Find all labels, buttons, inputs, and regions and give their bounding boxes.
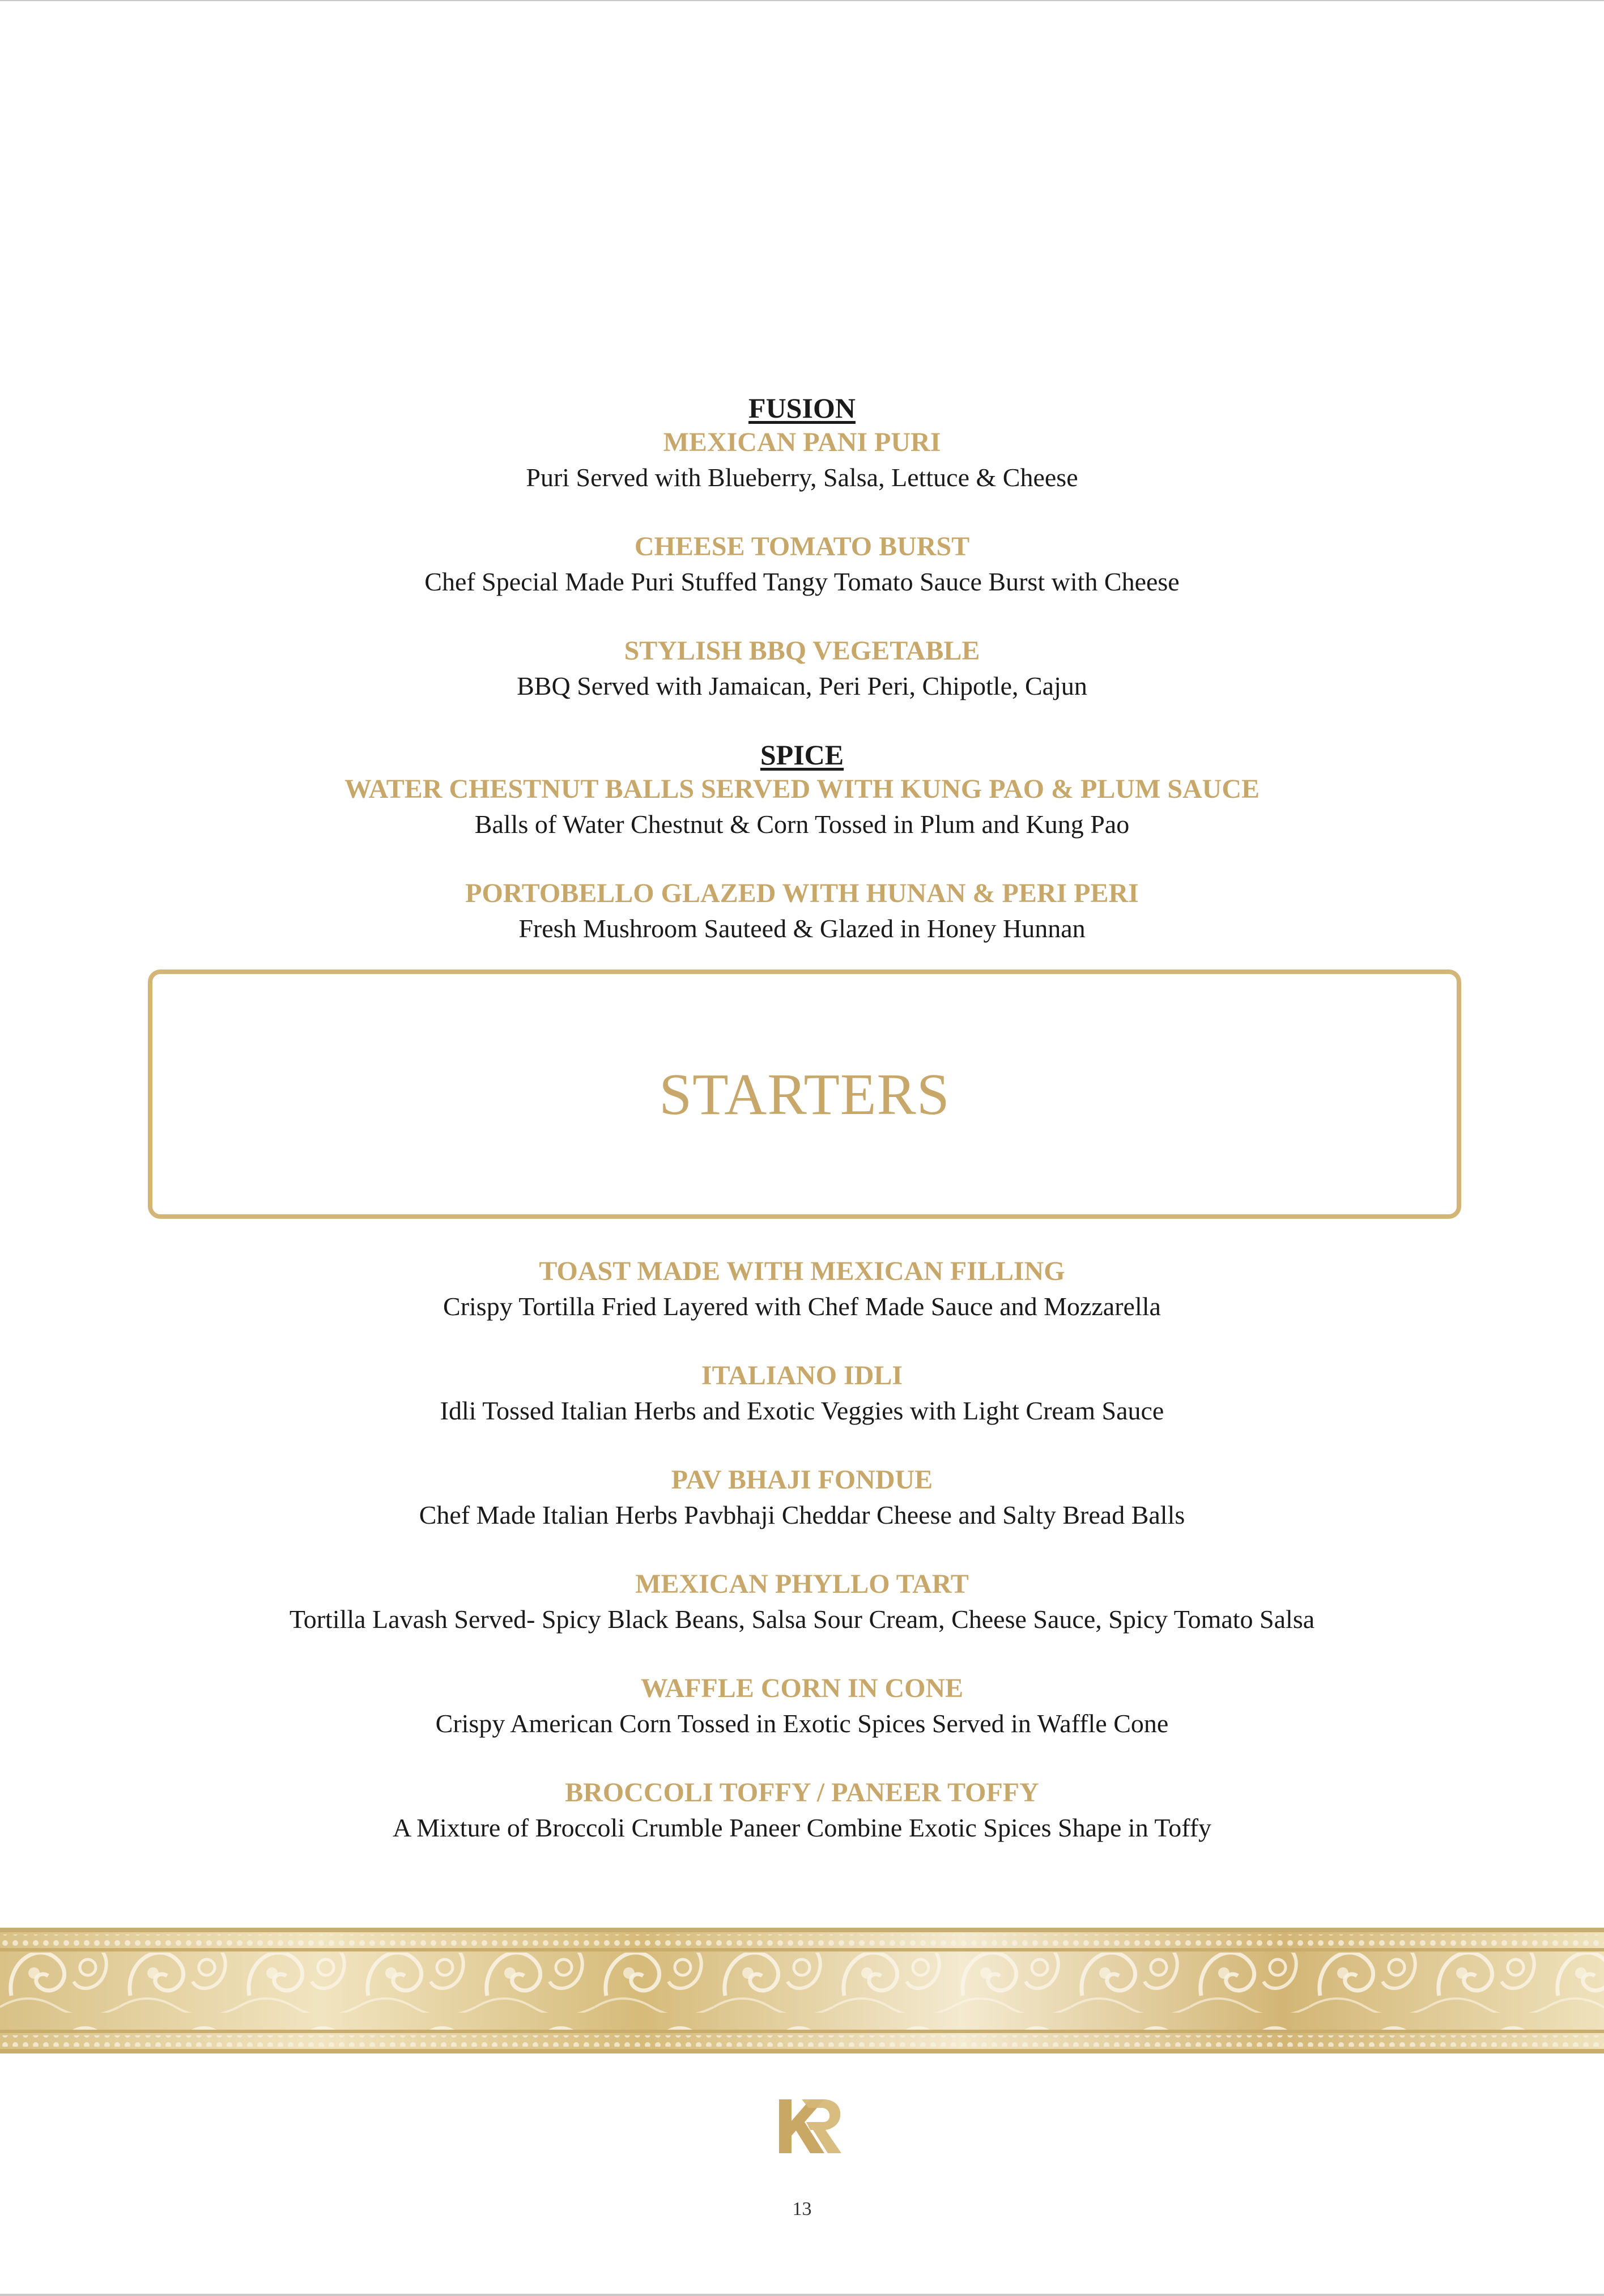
menu-item	[0, 425, 1604, 495]
starters-section	[0, 1254, 1604, 1880]
menu-item	[0, 1254, 1604, 1324]
menu-item	[0, 1358, 1604, 1428]
section-heading-spice: SPICE	[760, 739, 844, 771]
menu-item-title: WAFFLE CORN IN CONE	[640, 1673, 964, 1703]
fusion-section	[0, 391, 1604, 980]
menu-item-title: WATER CHESTNUT BALLS SERVED WITH KUNG PAO & PLUM SAUCE	[344, 774, 1260, 804]
starters-header-box	[148, 970, 1461, 1219]
menu-item-description: Crispy Tortilla Fried Layered with Chef Made Sauce and Mozzarella	[443, 1292, 1161, 1321]
menu-item-title: TOAST MADE WITH MEXICAN FILLING	[539, 1256, 1065, 1286]
menu-item	[0, 1775, 1604, 1846]
menu-item-title: CHEESE TOMATO BURST	[634, 532, 970, 562]
section-heading-fusion: FUSION	[748, 392, 856, 424]
decorative-border-band	[0, 1928, 1604, 2053]
menu-item-title: MEXICAN PHYLLO TART	[635, 1569, 969, 1599]
menu-item	[0, 1671, 1604, 1741]
menu-item-description: Tortilla Lavash Served- Spicy Black Beans, Salsa Sour Cream, Cheese Sauce, Spicy Tomato Salsa	[289, 1605, 1315, 1634]
menu-item-description: Balls of Water Chestnut & Corn Tossed in Plum and Kung Pao	[474, 810, 1130, 839]
menu-item-title: PORTOBELLO GLAZED WITH HUNAN & PERI PERI	[465, 878, 1139, 908]
starters-title: STARTERS	[659, 1061, 950, 1127]
menu-item	[0, 1567, 1604, 1637]
menu-item-title: BROCCOLI TOFFY / PANEER TOFFY	[565, 1778, 1039, 1808]
page-number: 13	[792, 2199, 812, 2220]
menu-item-description: Fresh Mushroom Sauteed & Glazed in Honey Hunnan	[518, 914, 1086, 943]
menu-item	[0, 1462, 1604, 1533]
menu-item-title: STYLISH BBQ VEGETABLE	[624, 636, 980, 666]
paisley-pattern-icon	[0, 1928, 1604, 2053]
menu-item-description: A Mixture of Broccoli Crumble Paneer Combine Exotic Spices Shape in Toffy	[392, 1813, 1212, 1842]
menu-item-description: Crispy American Corn Tossed in Exotic Spices Served in Waffle Cone	[435, 1709, 1169, 1738]
menu-item-description: Chef Special Made Puri Stuffed Tangy Tomato Sauce Burst with Cheese	[424, 567, 1180, 596]
menu-item-description: Chef Made Italian Herbs Pavbhaji Cheddar Cheese and Salty Bread Balls	[419, 1500, 1185, 1529]
menu-item	[0, 529, 1604, 599]
kr-logo-icon	[779, 2099, 841, 2153]
menu-item-title: MEXICAN PANI PURI	[663, 427, 941, 457]
menu-item-description: BBQ Served with Jamaican, Peri Peri, Chipotle, Cajun	[517, 671, 1087, 700]
menu-item	[0, 876, 1604, 946]
menu-item	[0, 633, 1604, 704]
menu-item-title: ITALIANO IDLI	[701, 1360, 903, 1391]
page-top-border	[0, 0, 1604, 1]
menu-item-description: Puri Served with Blueberry, Salsa, Lettuce & Cheese	[526, 463, 1078, 492]
menu-item-description: Idli Tossed Italian Herbs and Exotic Veggies with Light Cream Sauce	[440, 1396, 1164, 1425]
menu-item-title: PAV BHAJI FONDUE	[671, 1465, 933, 1495]
page-bottom-border	[0, 2294, 1604, 2296]
menu-item	[0, 772, 1604, 842]
